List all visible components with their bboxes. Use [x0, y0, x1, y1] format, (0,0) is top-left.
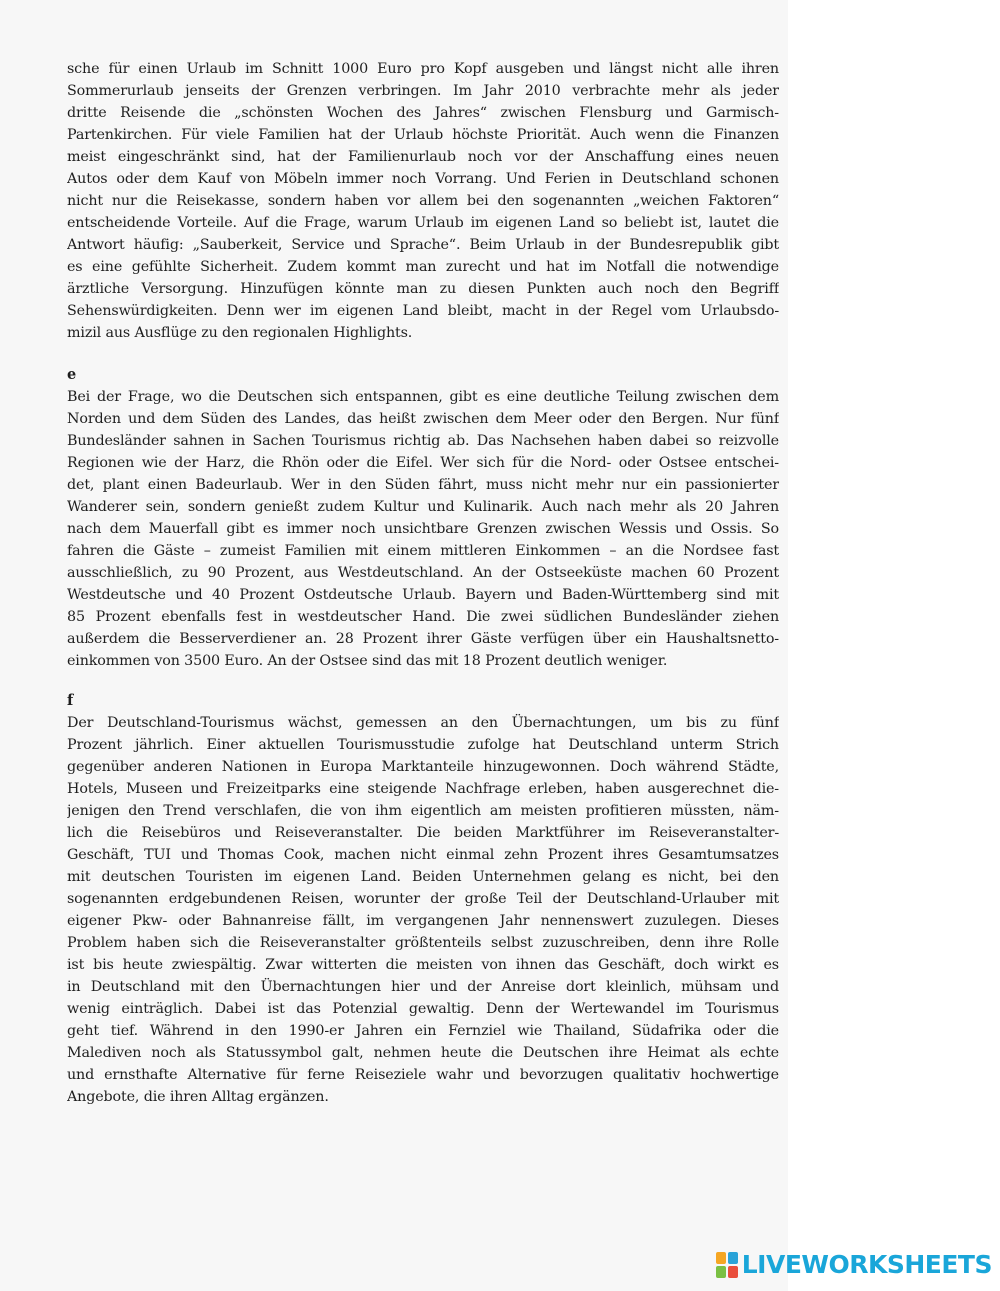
- text-line: sogenannten erdgebundenen Reisen, worunter der große Teil der Deutschland-Urlauber mit: [67, 891, 779, 907]
- liveworksheets-mark-icon: [716, 1252, 738, 1278]
- liveworksheets-logo[interactable]: [716, 1249, 992, 1281]
- text-line: geht tief. Während in den 1990-er Jahren ein Fernziel wie Thailand, Südafrika oder die: [67, 1023, 779, 1039]
- section-letter-e: e: [67, 366, 77, 383]
- text-line: 85 Prozent ebenfalls fest in westdeutscher Hand. Die zwei südlichen Bundesländer ziehen: [67, 609, 779, 625]
- text-line: mizil aus Ausflüge zu den regionalen Highlights.: [67, 325, 413, 341]
- brand-wordmark: LIVEWORKSHEETS: [741, 1250, 992, 1279]
- text-line: Autos oder dem Kauf von Möbeln immer noch Vorrang. Und Ferien in Deutschland schonen: [67, 171, 779, 187]
- text-line: in Deutschland mit den Übernachtungen hier und der Anreise dort kleinlich, mühsam und: [67, 979, 779, 995]
- text-line: wenig einträglich. Dabei ist das Potenzial gewaltig. Denn der Wertewandel im Tourismus: [67, 1001, 779, 1017]
- text-line: Geschäft, TUI und Thomas Cook, machen nicht einmal zehn Prozent ihres Gesamtumsatzes: [67, 847, 779, 863]
- text-line: Bundesländer sahnen in Sachen Tourismus richtig ab. Das Nachsehen haben dabei so reizvolle: [67, 433, 779, 449]
- text-line: Regionen wie der Harz, die Rhön oder die Eifel. Wer sich für die Nord- oder Ostsee entschei-: [67, 455, 779, 471]
- text-line: Westdeutsche und 40 Prozent Ostdeutsche Urlaub. Bayern und Baden-Württemberg sind mit: [67, 587, 779, 603]
- section-letter-f: f: [67, 692, 74, 709]
- text-line: Sehenswürdigkeiten. Denn wer im eigenen Land bleibt, macht in der Regel vom Urlaubsdo-: [67, 303, 779, 319]
- text-line: jenigen den Trend verschlafen, die von ihm eigentlich am meisten profitieren müssten, näm-: [67, 803, 779, 819]
- text-line: Sommerurlaub jenseits der Grenzen verbringen. Im Jahr 2010 verbrachte mehr als jeder: [67, 83, 779, 99]
- text-line: dritte Reisende die „schönsten Wochen des Jahres“ zwischen Flensburg und Garmisch-: [67, 105, 779, 121]
- text-line: nicht nur die Reisekasse, sondern haben vor allem bei den sogenannten „weichen Faktoren“: [67, 193, 779, 209]
- text-line: und ernsthafte Alternative für ferne Reiseziele wahr und bevorzugen qualitativ hochwertige: [67, 1067, 779, 1083]
- text-line: es eine gefühlte Sicherheit. Zudem kommt man zurecht und hat im Notfall die notwendige: [67, 259, 779, 275]
- text-line: entscheidende Vorteile. Auf die Frage, warum Urlaub im eigenen Land so beliebt ist, lautet die: [67, 215, 779, 231]
- text-line: Norden und dem Süden des Landes, das heißt zwischen dem Meer oder den Bergen. Nur fünf: [67, 411, 779, 427]
- text-line: ausschließlich, zu 90 Prozent, aus Westdeutschland. An der Ostseeküste machen 60 Prozent: [67, 565, 779, 581]
- text-line: gegenüber anderen Nationen in Europa Marktanteile hinzugewonnen. Doch während Städte,: [67, 759, 779, 775]
- text-line: det, plant einen Badeurlaub. Wer in den Süden fährt, muss nicht mehr nur ein passionierter: [67, 477, 779, 493]
- paragraph-e: [67, 386, 779, 672]
- paragraph-f: [67, 712, 779, 1108]
- text-line: Antwort häufig: „Sauberkeit, Service und Sprache“. Beim Urlaub in der Bundesrepublik gibt: [67, 237, 779, 253]
- text-line: Bei der Frage, wo die Deutschen sich entspannen, gibt es eine deutliche Teilung zwischen dem: [67, 389, 779, 405]
- text-line: Hotels, Museen und Freizeitparks eine steigende Nachfrage erleben, haben ausgerechnet die-: [67, 781, 779, 797]
- text-line: Prozent jährlich. Einer aktuellen Tourismusstudie zufolge hat Deutschland unterm Strich: [67, 737, 779, 753]
- text-line: Angebote, die ihren Alltag ergänzen.: [67, 1089, 329, 1105]
- text-line: Partenkirchen. Für viele Familien hat der Urlaub höchste Priorität. Auch wenn die Finanzen: [67, 127, 779, 143]
- text-line: einkommen von 3500 Euro. An der Ostsee sind das mit 18 Prozent deutlich weniger.: [67, 653, 668, 669]
- text-line: sche für einen Urlaub im Schnitt 1000 Euro pro Kopf ausgeben und längst nicht alle ihren: [67, 61, 779, 77]
- text-line: außerdem die Besserverdiener an. 28 Prozent ihrer Gäste verfügen über ein Haushaltsnetto-: [67, 631, 779, 647]
- text-line: Wanderer sein, sondern genießt zudem Kultur und Kulinarik. Auch nach mehr als 20 Jahren: [67, 499, 779, 515]
- text-line: mit deutschen Touristen im eigenen Land. Beiden Unternehmen gelang es nicht, bei den: [67, 869, 779, 885]
- text-line: lich die Reisebüros und Reiseveranstalter. Die beiden Marktführer im Reiseveranstalter-: [67, 825, 779, 841]
- text-line: eigener Pkw- oder Bahnanreise fällt, im vergangenen Jahr nennenswert zuzulegen. Dieses: [67, 913, 779, 929]
- text-line: fahren die Gäste – zumeist Familien mit einem mittleren Einkommen – an die Nordsee fast: [67, 543, 779, 559]
- text-line: ist bis heute zwiespältig. Zwar witterten die meisten von ihnen das Geschäft, doch wirkt es: [67, 957, 779, 973]
- text-line: nach dem Mauerfall gibt es immer noch unsichtbare Grenzen zwischen Wessis und Ossis. So: [67, 521, 779, 537]
- text-line: ärztliche Versorgung. Hinzufügen könnte man zu diesen Punkten auch noch den Begriff: [67, 281, 779, 297]
- text-line: meist eingeschränkt sind, hat der Familienurlaub noch vor der Anschaffung eines neuen: [67, 149, 779, 165]
- text-line: Malediven noch als Statussymbol galt, nehmen heute die Deutschen ihre Heimat als echte: [67, 1045, 779, 1061]
- paragraph-d: [67, 58, 779, 344]
- text-line: Der Deutschland-Tourismus wächst, gemessen an den Übernachtungen, um bis zu fünf: [67, 715, 779, 731]
- text-line: Problem haben sich die Reiseveranstalter größtenteils selbst zuzuschreiben, denn ihre Rolle: [67, 935, 779, 951]
